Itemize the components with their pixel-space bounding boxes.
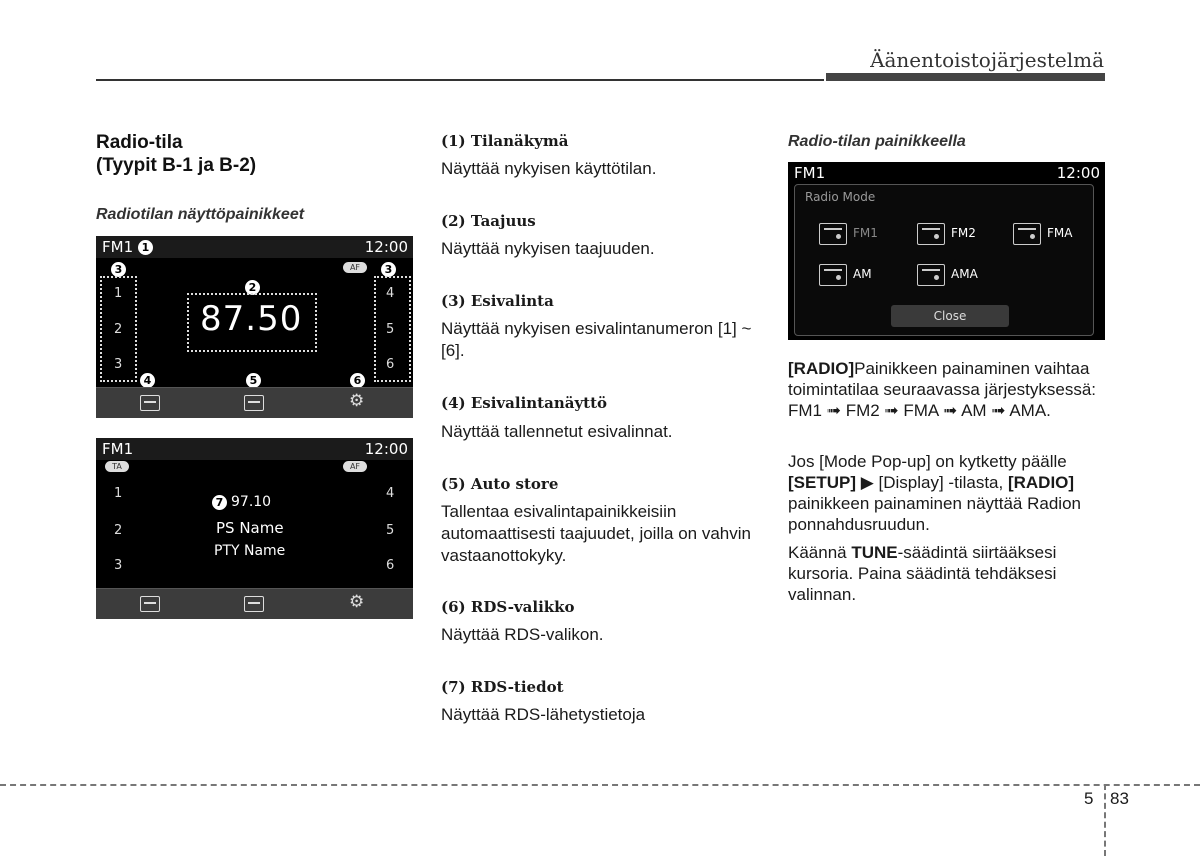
- definition-text: Näyttää RDS-valikon.: [441, 625, 604, 644]
- mode-label: AMA: [951, 267, 978, 281]
- preset-4[interactable]: 4: [386, 486, 395, 501]
- callout-badge: 5: [246, 373, 261, 388]
- mode-label: AM: [853, 267, 872, 281]
- callout-badge: 6: [350, 373, 365, 388]
- auto-store-icon[interactable]: [244, 395, 264, 411]
- definition-text: Näyttää nykyisen taajuuden.: [441, 239, 655, 258]
- callout-badge: 2: [245, 280, 260, 295]
- preset-1[interactable]: 1: [114, 286, 123, 301]
- header-rule-bold: [826, 73, 1105, 81]
- radio-icon: [819, 264, 847, 286]
- definition-heading: (1) Tilanäkymä: [441, 132, 569, 150]
- mode-am[interactable]: [819, 264, 899, 286]
- auto-store-icon[interactable]: [244, 596, 264, 612]
- preset-list-icon[interactable]: [140, 395, 160, 411]
- screen-bottom-bar: [96, 588, 413, 619]
- clock: 12:00: [364, 440, 408, 458]
- tune-knob-label: TUNE: [851, 543, 898, 562]
- preset-5[interactable]: 5: [386, 523, 395, 538]
- preset-3[interactable]: 3: [114, 357, 123, 372]
- paragraph-text: Painikkeen painaminen vaihtaa toimintatilaa seuraavassa järjestyksessä: FM1 ➟ FM2 ➟ FMA ➟ AM ➟ AMA.: [788, 359, 1097, 420]
- band-label: FM1: [102, 440, 134, 458]
- footer-dashed-divider: [1104, 784, 1106, 856]
- rds-frequency: 97.10: [231, 494, 272, 510]
- preset-2[interactable]: 2: [114, 322, 123, 337]
- definition-heading: (2) Taajuus: [441, 212, 536, 230]
- paragraph-radio-cycle: [788, 358, 1110, 421]
- preset-4[interactable]: 4: [386, 286, 395, 301]
- mode-ama[interactable]: [917, 264, 997, 286]
- definition-heading: (4) Esivalintanäyttö: [441, 394, 608, 412]
- radio-mode-popup: [794, 184, 1094, 336]
- mode-label: FMA: [1047, 226, 1073, 240]
- ta-badge[interactable]: TA: [105, 461, 129, 472]
- paragraph-text: -säädintä siirtääksesi kursoria. Paina säädintä tehdäksesi valinnan.: [788, 543, 1057, 604]
- page-number: 83: [1110, 789, 1129, 808]
- paragraph-text: Käännä: [788, 543, 852, 562]
- callout-badge: 3: [111, 262, 126, 277]
- preset-list-icon[interactable]: [140, 596, 160, 612]
- callout-badge: 4: [140, 373, 155, 388]
- pty-name: PTY Name: [214, 543, 286, 559]
- radio-key-label: [RADIO]: [788, 359, 855, 378]
- preset-1[interactable]: 1: [114, 486, 123, 501]
- paragraph-mode-popup: [788, 451, 1110, 535]
- ps-name: PS Name: [216, 519, 284, 537]
- definition-text: Näyttää RDS-lähetystietoja: [441, 705, 646, 724]
- paragraph-text: painikkeen painaminen näyttää Radion ponnahdusruudun.: [788, 494, 1081, 534]
- subsection-title: Radio-tilan painikkeella: [788, 133, 966, 150]
- section-title-line-2: (Tyypit B-1 ja B-2): [96, 155, 257, 176]
- subsection-title: Radiotilan näyttöpainikkeet: [96, 206, 305, 223]
- radio-icon: [819, 223, 847, 245]
- definition-heading: (3) Esivalinta: [441, 292, 554, 310]
- preset-6[interactable]: 6: [386, 558, 395, 573]
- radio-icon: [917, 223, 945, 245]
- paragraph-tune: [788, 542, 1110, 605]
- definition-heading: (6) RDS-valikko: [441, 598, 575, 616]
- mode-label: FM2: [951, 226, 976, 240]
- mode-label: FM1: [853, 226, 878, 240]
- radio-mode-screen: [788, 162, 1105, 340]
- preset-3[interactable]: 3: [114, 558, 123, 573]
- definition-text: Näyttää nykyisen käyttötilan.: [441, 159, 657, 178]
- af-badge[interactable]: AF: [343, 461, 367, 472]
- definition-text: Näyttää tallennetut esivalinnat.: [441, 422, 673, 441]
- radio-icon: [1013, 223, 1041, 245]
- screen-bottom-bar: [96, 387, 413, 418]
- setup-key-label: [SETUP]: [788, 473, 856, 492]
- preset-2[interactable]: 2: [114, 523, 123, 538]
- mode-fm1[interactable]: [819, 223, 899, 245]
- mode-fm2[interactable]: [917, 223, 997, 245]
- footer-dashed-rule: [0, 784, 1200, 786]
- chapter-number: 5: [1084, 789, 1094, 808]
- section-title-line-1: Radio-tila: [96, 132, 183, 153]
- popup-title: Radio Mode: [805, 190, 876, 204]
- callout-badge: 3: [381, 262, 396, 277]
- band-label: FM1: [794, 164, 826, 182]
- clock: 12:00: [364, 238, 408, 256]
- radio-screen-main: [96, 236, 413, 418]
- definition-heading: (5) Auto store: [441, 475, 559, 493]
- paragraph-text: ▶ [Display] -tilasta,: [856, 473, 1008, 492]
- gear-icon[interactable]: ⚙: [349, 592, 365, 612]
- af-badge[interactable]: AF: [343, 262, 367, 273]
- definition-text: Näyttää nykyisen esivalintanumeron [1] ~ [6].: [441, 319, 752, 360]
- close-button[interactable]: Close: [891, 305, 1009, 327]
- preset-5[interactable]: 5: [386, 322, 395, 337]
- band-label: FM1: [102, 238, 134, 256]
- radio-key-label: [RADIO]: [1007, 473, 1075, 492]
- callout-badge: 7: [212, 495, 227, 510]
- preset-6[interactable]: 6: [386, 357, 395, 372]
- definition-text: Tallentaa esivalintapainikkeisiin automaattisesti taajuudet, joilla on vahvin vastaanottokyky.: [441, 502, 751, 565]
- header-rule: [96, 79, 824, 81]
- radio-icon: [917, 264, 945, 286]
- clock: 12:00: [1056, 164, 1100, 182]
- callout-badge: 1: [138, 240, 153, 255]
- definition-heading: (7) RDS-tiedot: [441, 678, 564, 696]
- mode-fma[interactable]: [1013, 223, 1093, 245]
- frequency-display: 87.50: [200, 299, 303, 339]
- running-header: Äänentoistojärjestelmä: [870, 48, 1104, 72]
- paragraph-text: Jos [Mode Pop-up] on kytketty päälle: [788, 452, 1067, 471]
- gear-icon[interactable]: ⚙: [349, 391, 365, 411]
- radio-screen-rds: [96, 438, 413, 619]
- section-title: [96, 131, 256, 177]
